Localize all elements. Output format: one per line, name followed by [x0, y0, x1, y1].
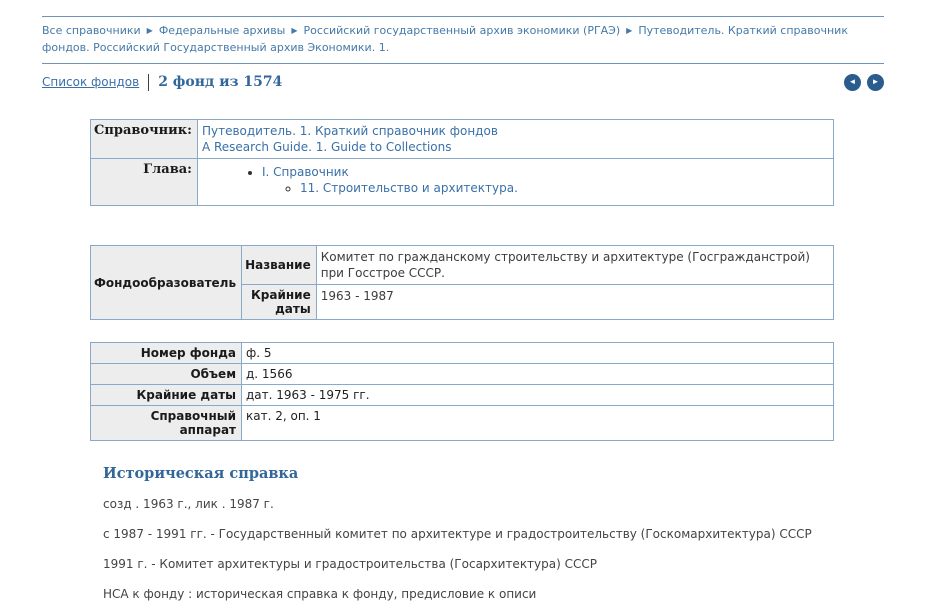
fund-pager-toolbar — [42, 71, 884, 93]
chapter-tree-node — [300, 180, 829, 196]
creator-table — [90, 245, 834, 320]
historical-note-paragraph: с 1987 - 1991 гг. - Государственный комитет по архитектуре и градостроительству (Госкомархитектура) СССР — [103, 527, 812, 541]
table-row — [91, 343, 834, 364]
table-row — [91, 364, 834, 385]
toolbar-divider — [148, 74, 149, 91]
fund-position-counter: 2 фонд из 1574 — [158, 74, 283, 90]
creator-dates-label: Крайние даты — [242, 285, 317, 320]
chapter-label: Глава: — [91, 159, 198, 206]
table-row — [91, 406, 834, 441]
arrow-left-icon: ◄ — [848, 77, 857, 86]
creator-dates-value: 1963 - 1987 — [316, 285, 833, 320]
fund-number-label: Номер фонда — [91, 343, 242, 364]
breadcrumb-link-guide[interactable]: Путеводитель. Краткий справочник фондов. Российский Государственный архив Экономики. 1. — [42, 24, 848, 54]
fund-list-link[interactable]: Список фондов — [42, 75, 140, 89]
reference-table — [90, 119, 834, 206]
breadcrumb-link-federal-archives[interactable]: Федеральные архивы — [158, 24, 286, 37]
creator-label: Фондообразователь — [91, 246, 242, 320]
fund-reference-apparatus-label: Справочный аппарат — [91, 406, 242, 441]
chapter-value — [197, 159, 833, 206]
table-row — [91, 385, 834, 406]
historical-note-paragraph: созд . 1963 г., лик . 1987 г. — [103, 497, 274, 511]
chapter-level2-link[interactable]: 11. Строительство и архитектура. — [299, 181, 518, 195]
directory-title-en-link[interactable]: A Research Guide. 1. Guide to Collections — [201, 140, 452, 154]
creator-name-value: Комитет по гражданскому строительству и архитектуре (Госгражданстрой) при Госстрое СССР. — [316, 246, 833, 285]
fund-record — [90, 119, 834, 602]
chapter-level1-link[interactable]: I. Справочник — [261, 165, 349, 179]
fund-attributes-table — [90, 342, 834, 441]
fund-reference-apparatus-value: кат. 2, оп. 1 — [242, 406, 834, 441]
next-fund-button[interactable] — [867, 74, 884, 91]
breadcrumb-separator-icon: ▶ — [146, 26, 153, 35]
historical-note-paragraph: НСА к фонду : историческая справка к фонду, предисловие к описи — [103, 587, 537, 601]
fund-dates-label: Крайние даты — [91, 385, 242, 406]
directory-label: Справочник: — [91, 120, 198, 159]
directory-title-ru-link[interactable]: Путеводитель. 1. Краткий справочник фондов — [201, 124, 498, 138]
breadcrumb-separator-icon: ▶ — [626, 26, 633, 35]
historical-note-title: Историческая справка — [103, 465, 299, 482]
breadcrumb-link-rgae[interactable]: Российский государственный архив экономики (РГАЭ) — [303, 24, 621, 37]
historical-note-paragraph: 1991 г. - Комитет архитектуры и градостроительства (Госарxитектура) СССР — [103, 557, 597, 571]
creator-name-label: Название — [242, 246, 317, 285]
breadcrumb-link-all-guides[interactable]: Все справочники — [42, 24, 141, 37]
prev-fund-button[interactable] — [844, 74, 861, 91]
chapter-tree-node — [262, 164, 829, 196]
directory-value — [197, 120, 833, 159]
arrow-right-icon: ► — [871, 77, 880, 86]
fund-dates-value: дат. 1963 - 1975 гг. — [242, 385, 834, 406]
chapter-tree — [202, 164, 829, 196]
historical-note-section — [103, 465, 834, 602]
fund-number-value: ф. 5 — [242, 343, 834, 364]
fund-volume-value: д. 1566 — [242, 364, 834, 385]
breadcrumb — [42, 16, 884, 64]
breadcrumb-separator-icon: ▶ — [291, 26, 298, 35]
fund-volume-label: Объем — [91, 364, 242, 385]
